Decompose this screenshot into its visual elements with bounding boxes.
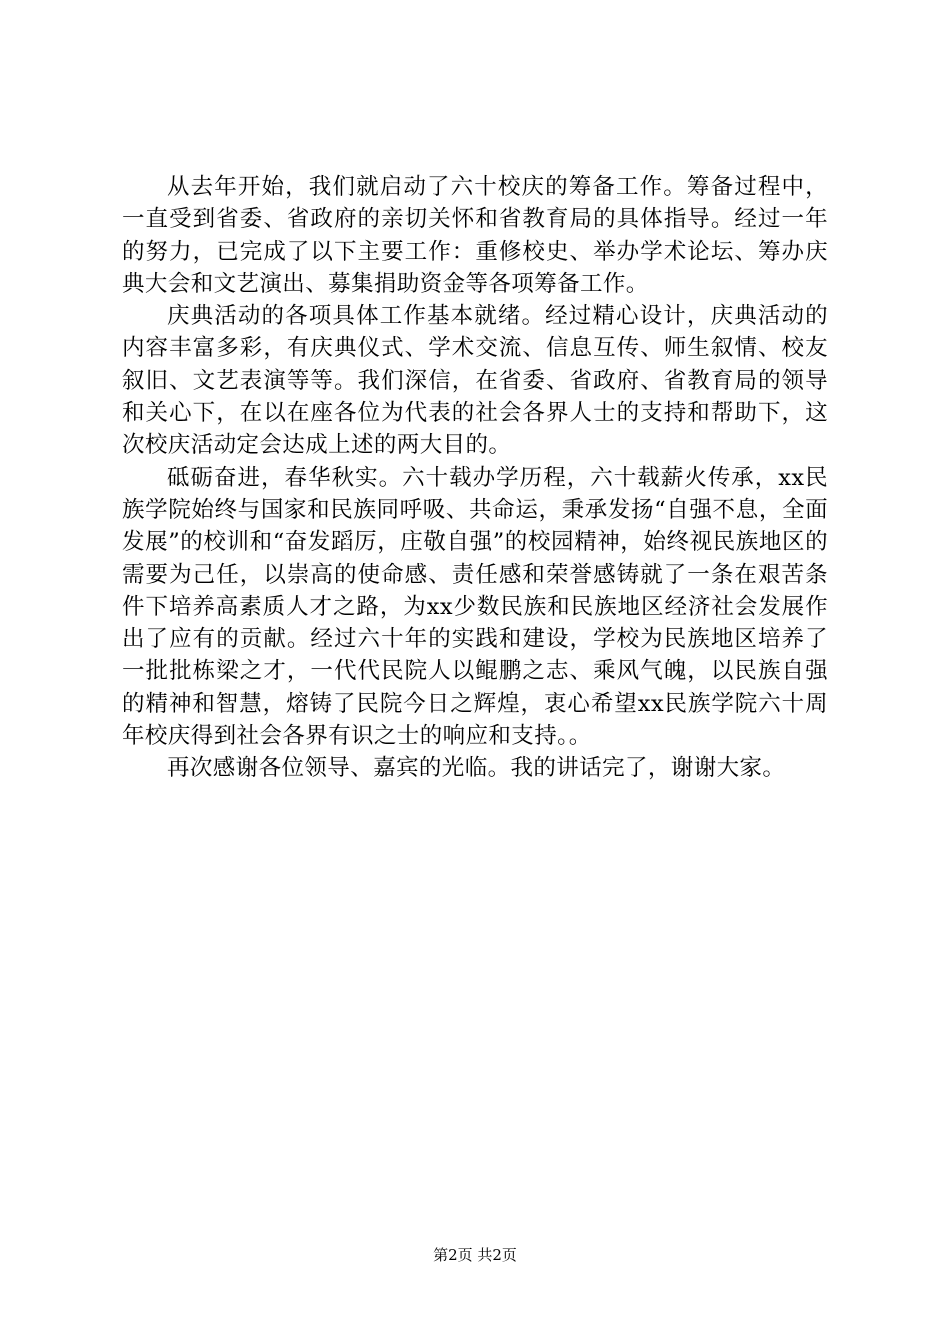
paragraph-1: 从去年开始，我们就启动了六十校庆的筹备工作。筹备过程中，一直受到省委、省政府的亲切关怀和省教育局的具体指导。经过一年的努力，已完成了以下主要工作：重修校史、举办学术论坛、筹办庆典大会和文艺演出、募集捐助资金等各项筹备工作。 xyxy=(122,174,828,297)
document-body xyxy=(122,171,828,785)
page-number-footer: 第2页 共2页 xyxy=(433,1246,517,1264)
paragraph-3: 砥砺奋进，春华秋实。六十载办学历程，六十载薪火传承，xx民族学院始终与国家和民族同呼吸、共命运，秉承发扬“自强不息，全面发展”的校训和“奋发蹈厉，庄敬自强”的校园精神，始终视民族地区的需要为己任，以崇高的使命感、责任感和荣誉感铸就了一条在艰苦条件下培养高素质人才之路，为xx少数民族和民族地区经济社会发展作出了应有的贡献。经过六十年的实践和建设，学校为民族地区培养了一批批栋梁之才，一代代民院人以鲲鹏之志、乘风气魄，以民族自强的精神和智慧，熔铸了民院今日之辉煌，衷心希望xx民族学院六十周年校庆得到社会各界有识之士的响应和支持。。 xyxy=(122,464,828,750)
paragraph-4: 再次感谢各位领导、嘉宾的光临。我的讲话完了，谢谢大家。 xyxy=(167,755,786,782)
paragraph-2: 庆典活动的各项具体工作基本就绪。经过精心设计，庆典活动的内容丰富多彩，有庆典仪式、学术交流、信息互传、师生叙情、校友叙旧、文艺表演等等。我们深信，在省委、省政府、省教育局的领导和关心下，在以在座各位为代表的社会各界人士的支持和帮助下，这次校庆活动定会达成上述的两大目的。 xyxy=(122,303,828,459)
